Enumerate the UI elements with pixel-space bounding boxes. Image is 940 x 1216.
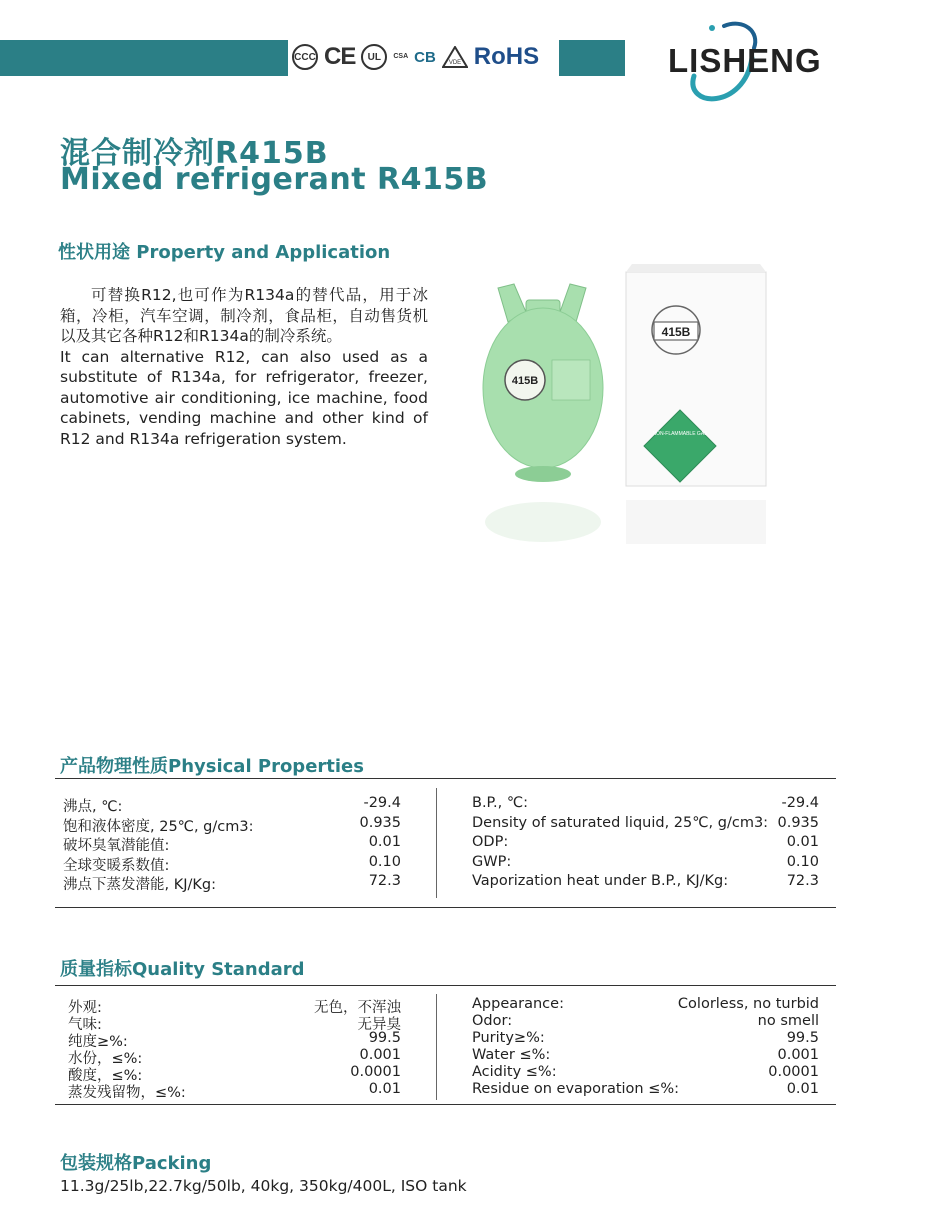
property-label: Acidity ≤%: — [472, 1064, 557, 1080]
table-row — [63, 834, 401, 854]
product-illustration — [470, 260, 790, 560]
table-row — [63, 795, 401, 815]
property-value: 无异臭 — [357, 1017, 401, 1033]
certification-marks — [292, 38, 556, 76]
property-value: Colorless, no turbid — [677, 996, 819, 1012]
physical-table-en — [472, 795, 819, 895]
table-row — [63, 854, 401, 874]
property-label: Residue on evaporation ≤%: — [472, 1081, 680, 1097]
property-value: -29.4 — [363, 795, 401, 811]
box-top — [626, 264, 766, 272]
property-value: 0.935 — [359, 814, 401, 831]
property-value: 0.10 — [368, 853, 401, 870]
property-value: 无色，不浑浊 — [314, 1000, 401, 1016]
quality-table-divider — [436, 994, 437, 1100]
property-label: 蒸发残留物，≤%: — [68, 1085, 186, 1101]
box-nonflammable-text: NON-FLAMMABLE GAS — [652, 431, 708, 437]
packing-text: 11.3g/25lb,22.7kg/50lb, 40kg, 350kg/400L, ISO tank — [60, 1177, 467, 1195]
logo-text: LISHENG — [668, 42, 822, 79]
property-value: 0.01 — [368, 1081, 401, 1097]
ce-mark-icon: CE — [324, 43, 356, 70]
property-value: 99.5 — [368, 1030, 401, 1046]
section-heading-physical: 产品物理性质Physical Properties — [60, 756, 364, 777]
lisheng-logo — [664, 18, 834, 108]
property-value: 0.0001 — [350, 1064, 401, 1080]
table-row — [472, 873, 819, 893]
property-label: Water ≤%: — [472, 1047, 551, 1063]
property-value: 0.0001 — [768, 1064, 819, 1080]
property-label: 外观: — [68, 1000, 102, 1016]
box-label-text: 415B — [661, 325, 691, 339]
property-label: 气味: — [68, 1017, 102, 1033]
property-label: 沸点下蒸发潜能, KJ/Kg: — [63, 877, 216, 894]
ccc-mark-icon: CCC — [292, 44, 318, 70]
description-en: It can alternative R12, can also used as a substitute of R134a, for refrigerator, freezer, automotive air conditioning, ice machine, food cabinets, vending machine and other kind of R12 and R134a refrigeration system. — [60, 347, 428, 448]
cb-mark-icon: CB — [414, 48, 436, 66]
table-row — [472, 854, 819, 874]
table-row — [63, 815, 401, 835]
property-label: B.P., ℃: — [472, 795, 529, 811]
quality-table-bottom-rule — [55, 1104, 836, 1105]
physical-table-bottom-rule — [55, 907, 836, 908]
vde-mark-icon — [442, 46, 468, 68]
table-row — [68, 1081, 401, 1101]
property-label: 破坏臭氧潜能值: — [63, 838, 170, 855]
property-value: no smell — [757, 1013, 819, 1029]
box-reflection — [626, 500, 766, 544]
cylinder-label-text: 415B — [511, 375, 539, 387]
property-label: 酸度，≤%: — [68, 1068, 143, 1084]
cylinder-info-panel — [552, 360, 590, 400]
physical-table-cn — [63, 795, 401, 895]
property-value: 0.01 — [786, 834, 819, 851]
section-heading-quality: 质量指标Quality Standard — [60, 959, 305, 980]
quality-table-top-rule — [55, 985, 836, 986]
table-row — [472, 795, 819, 815]
quality-table-cn — [68, 996, 401, 1100]
property-label: 纯度≥%: — [68, 1034, 128, 1050]
property-value: 99.5 — [786, 1030, 819, 1046]
section-heading-property: 性状用途 Property and Application — [58, 242, 391, 263]
property-value: 0.01 — [786, 1081, 819, 1097]
description-cn: 可替换R12,也可作为R134a的替代品，用于冰箱，冷柜，汽车空调，制冷剂，食品柜，自动售货机以及其它各种R12和R134a的制冷系统。 — [60, 286, 428, 345]
csa-mark-icon: CSA — [393, 53, 409, 60]
rohs-mark-icon: RoHS — [473, 43, 540, 70]
table-row — [63, 873, 401, 893]
table-row — [472, 1081, 819, 1101]
page-title-en: Mixed refrigerant R415B — [60, 162, 489, 197]
property-label: 沸点, ℃: — [63, 799, 123, 815]
table-row — [472, 815, 819, 835]
property-value: 0.001 — [359, 1047, 401, 1063]
product-image — [470, 260, 790, 560]
property-value: -29.4 — [781, 795, 819, 811]
physical-table-divider — [436, 788, 437, 898]
vde-mark-text: VDE — [448, 60, 461, 66]
property-value: 72.3 — [368, 873, 401, 890]
property-label: 全球变暖系数值: — [63, 857, 170, 874]
property-description — [60, 285, 428, 449]
ul-mark-icon: UL — [361, 44, 387, 70]
property-label: ODP: — [472, 834, 509, 851]
cylinder-foot — [515, 466, 571, 482]
quality-table-en — [472, 996, 819, 1100]
section-heading-packing: 包装规格Packing — [60, 1153, 212, 1174]
property-label: Appearance: — [472, 996, 564, 1012]
page-title-cn: 混合制冷剂R415B — [60, 136, 329, 171]
property-label: 饱和液体密度, 25℃, g/cm3: — [63, 818, 254, 835]
property-value: 0.935 — [777, 814, 819, 831]
property-label: Density of saturated liquid, 25℃, g/cm3: — [472, 814, 769, 831]
property-label: 水份，≤%: — [68, 1051, 143, 1067]
property-label: Vaporization heat under B.P., KJ/Kg: — [472, 873, 729, 890]
property-label: GWP: — [472, 853, 512, 870]
property-value: 0.01 — [368, 834, 401, 851]
property-label: Odor: — [472, 1013, 513, 1029]
property-value: 72.3 — [786, 873, 819, 890]
header-band-left — [0, 40, 288, 76]
property-value: 0.10 — [786, 853, 819, 870]
physical-table-top-rule — [55, 778, 836, 779]
property-value: 0.001 — [777, 1047, 819, 1063]
property-label: Purity≥%: — [472, 1030, 545, 1046]
cylinder-reflection — [485, 502, 601, 542]
table-row — [472, 834, 819, 854]
header-band-right — [559, 40, 625, 76]
